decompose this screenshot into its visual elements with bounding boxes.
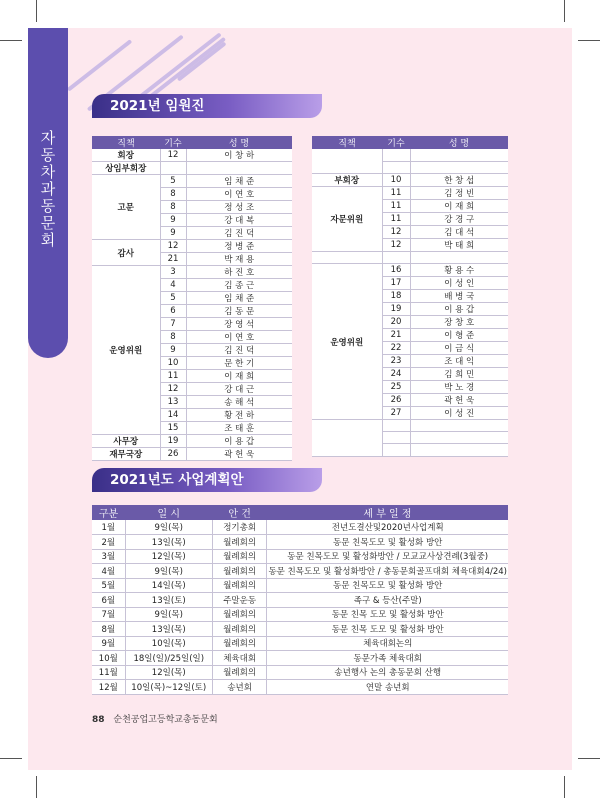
role-cell: 고문 <box>92 175 160 240</box>
term-cell: 12 <box>382 238 410 251</box>
plan-row <box>92 593 508 608</box>
officer-row <box>92 162 292 175</box>
date-cell: 10일(목)~12일(토) <box>125 680 212 695</box>
name-cell: 곽 헌 욱 <box>186 448 292 461</box>
role-cell: 감사 <box>92 240 160 266</box>
role-cell: 부회장 <box>312 173 382 186</box>
month-cell: 1월 <box>92 520 125 535</box>
name-cell: 황 전 하 <box>186 409 292 422</box>
name-cell: 강 대 복 <box>186 214 292 227</box>
date-cell: 12일(목) <box>125 549 212 564</box>
name-cell: 김 정 빈 <box>410 186 508 199</box>
month-cell: 4월 <box>92 564 125 579</box>
plan-row <box>92 622 508 637</box>
header-item: 안 건 <box>212 505 267 520</box>
term-cell <box>382 432 410 444</box>
officer-row <box>312 251 508 263</box>
term-cell: 21 <box>382 329 410 342</box>
name-cell <box>410 161 508 173</box>
plan-row <box>92 535 508 550</box>
name-cell: 이 성 인 <box>410 277 508 290</box>
name-cell: 박 노 경 <box>410 381 508 394</box>
term-cell: 9 <box>160 214 186 227</box>
detail-cell: 연말 송년회 <box>267 680 508 695</box>
name-cell: 곽 헌 욱 <box>410 394 508 407</box>
name-cell: 송 해 석 <box>186 396 292 409</box>
header-role: 직책 <box>92 136 160 149</box>
month-cell: 5월 <box>92 578 125 593</box>
name-cell: 장 창 호 <box>410 316 508 329</box>
date-cell: 9일(목) <box>125 564 212 579</box>
term-cell: 14 <box>160 409 186 422</box>
item-cell: 월례회의 <box>212 665 267 680</box>
date-cell: 9일(목) <box>125 520 212 535</box>
name-cell <box>410 251 508 263</box>
name-cell: 이 용 갑 <box>186 435 292 448</box>
term-cell: 11 <box>160 370 186 383</box>
month-cell: 7월 <box>92 607 125 622</box>
role-cell <box>312 251 382 263</box>
plan-row <box>92 607 508 622</box>
header-name: 성 명 <box>186 136 292 149</box>
month-cell: 11월 <box>92 665 125 680</box>
term-cell: 22 <box>382 342 410 355</box>
plan-title: 2021년도 사업계획안 <box>92 468 322 492</box>
name-cell: 박 재 용 <box>186 253 292 266</box>
name-cell: 임 채 준 <box>186 292 292 305</box>
officer-row <box>312 264 508 277</box>
item-cell: 월례회의 <box>212 607 267 622</box>
name-cell <box>410 420 508 432</box>
date-cell: 10일(목) <box>125 636 212 651</box>
officer-row <box>92 448 292 461</box>
detail-cell: 체육대회논의 <box>267 636 508 651</box>
name-cell <box>410 149 508 161</box>
crop-mark <box>564 0 565 22</box>
page-footer <box>92 712 218 725</box>
term-cell: 11 <box>382 186 410 199</box>
name-cell: 조 대 익 <box>410 355 508 368</box>
term-cell: 10 <box>382 173 410 186</box>
term-cell: 8 <box>160 201 186 214</box>
crop-mark <box>564 776 565 798</box>
officer-row <box>92 266 292 279</box>
name-cell <box>410 444 508 456</box>
detail-cell: 동문 친목도모 및 활성화방안 / 총동문회골프대회 체육대회4/24) <box>267 564 508 579</box>
term-cell: 13 <box>160 396 186 409</box>
name-cell: 김 진 덕 <box>186 227 292 240</box>
name-cell: 한 창 섭 <box>410 173 508 186</box>
term-cell: 5 <box>160 175 186 188</box>
header-name: 성 명 <box>410 136 508 149</box>
plan-row <box>92 636 508 651</box>
role-cell: 운영위원 <box>92 266 160 435</box>
plan-row <box>92 651 508 666</box>
term-cell: 6 <box>160 305 186 318</box>
term-cell: 9 <box>160 227 186 240</box>
item-cell: 월례회의 <box>212 636 267 651</box>
crop-mark <box>36 0 37 22</box>
detail-cell: 동문 친목도모 및 활성화 방안 <box>267 535 508 550</box>
officer-row <box>312 149 508 161</box>
term-cell: 26 <box>160 448 186 461</box>
name-cell: 이 창 하 <box>186 149 292 162</box>
term-cell <box>382 420 410 432</box>
item-cell: 체육대회 <box>212 651 267 666</box>
role-cell <box>312 149 382 173</box>
page-number: 88 <box>92 715 105 725</box>
month-cell: 9월 <box>92 636 125 651</box>
header-date: 일 시 <box>125 505 212 520</box>
plan-row <box>92 665 508 680</box>
term-cell: 21 <box>160 253 186 266</box>
crop-mark <box>36 776 37 798</box>
term-cell <box>382 161 410 173</box>
item-cell: 월례회의 <box>212 535 267 550</box>
plan-row <box>92 549 508 564</box>
term-cell: 9 <box>160 344 186 357</box>
officer-row <box>312 186 508 199</box>
role-cell: 자문위원 <box>312 186 382 251</box>
detail-cell: 동문 친목 도모 및 활성화 방안 <box>267 607 508 622</box>
crop-mark <box>578 758 600 759</box>
date-cell: 13일(토) <box>125 593 212 608</box>
name-cell <box>410 432 508 444</box>
side-title: 자동차과동문회 <box>40 129 56 249</box>
month-cell: 3월 <box>92 549 125 564</box>
term-cell: 3 <box>160 266 186 279</box>
name-cell: 배 병 국 <box>410 290 508 303</box>
name-cell: 황 용 수 <box>410 264 508 277</box>
term-cell: 20 <box>382 316 410 329</box>
term-cell: 12 <box>160 149 186 162</box>
term-cell: 19 <box>382 303 410 316</box>
date-cell: 14일(목) <box>125 578 212 593</box>
header-term: 기수 <box>382 136 410 149</box>
officer-row <box>312 173 508 186</box>
detail-cell: 동문 친목 도모 및 활성화 방안 <box>267 622 508 637</box>
name-cell: 문 한 기 <box>186 357 292 370</box>
date-cell: 12일(목) <box>125 665 212 680</box>
header-month: 구분 <box>92 505 125 520</box>
role-cell: 운영위원 <box>312 264 382 420</box>
name-cell: 강 경 구 <box>410 212 508 225</box>
name-cell: 정 병 준 <box>186 240 292 253</box>
officers-table-right <box>312 136 508 457</box>
name-cell: 이 재 희 <box>410 199 508 212</box>
term-cell: 25 <box>382 381 410 394</box>
officer-row <box>92 240 292 253</box>
officer-row <box>92 435 292 448</box>
month-cell: 2월 <box>92 535 125 550</box>
name-cell <box>186 162 292 175</box>
name-cell: 장 영 석 <box>186 318 292 331</box>
term-cell: 5 <box>160 292 186 305</box>
name-cell: 김 동 문 <box>186 305 292 318</box>
term-cell: 11 <box>382 212 410 225</box>
detail-cell: 동문가족 체육대회 <box>267 651 508 666</box>
date-cell: 9일(목) <box>125 607 212 622</box>
term-cell: 24 <box>382 368 410 381</box>
term-cell: 15 <box>160 422 186 435</box>
publication-name: 순천공업고등학교총동문회 <box>113 715 218 725</box>
officers-title: 2021년 임원진 <box>92 94 322 118</box>
officer-row <box>92 149 292 162</box>
month-cell: 12월 <box>92 680 125 695</box>
term-cell: 7 <box>160 318 186 331</box>
term-cell: 27 <box>382 407 410 420</box>
plan-row <box>92 520 508 535</box>
name-cell: 임 채 준 <box>186 175 292 188</box>
role-cell: 상임부회장 <box>92 162 160 175</box>
item-cell: 월례회의 <box>212 549 267 564</box>
name-cell: 김 진 덕 <box>186 344 292 357</box>
name-cell: 김 대 석 <box>410 225 508 238</box>
item-cell: 월례회의 <box>212 564 267 579</box>
item-cell: 월례회의 <box>212 622 267 637</box>
detail-cell: 송년행사 논의 총동문회 산행 <box>267 665 508 680</box>
detail-cell: 전년도결산및2020년사업계획 <box>267 520 508 535</box>
plan-row <box>92 564 508 579</box>
month-cell: 6월 <box>92 593 125 608</box>
name-cell: 정 성 조 <box>186 201 292 214</box>
role-cell <box>312 420 382 457</box>
name-cell: 이 성 진 <box>410 407 508 420</box>
role-cell: 재무국장 <box>92 448 160 461</box>
term-cell: 10 <box>160 357 186 370</box>
item-cell: 주말운동 <box>212 593 267 608</box>
term-cell: 16 <box>382 264 410 277</box>
role-cell: 회장 <box>92 149 160 162</box>
term-cell: 12 <box>160 240 186 253</box>
header-detail: 세 부 일 정 <box>267 505 508 520</box>
officers-table-left <box>92 136 292 461</box>
role-cell: 사무장 <box>92 435 160 448</box>
term-cell: 4 <box>160 279 186 292</box>
name-cell: 조 태 훈 <box>186 422 292 435</box>
term-cell: 26 <box>382 394 410 407</box>
term-cell <box>160 162 186 175</box>
term-cell: 8 <box>160 331 186 344</box>
name-cell: 이 연 호 <box>186 331 292 344</box>
item-cell: 정기총회 <box>212 520 267 535</box>
name-cell: 이 연 호 <box>186 188 292 201</box>
term-cell: 12 <box>160 383 186 396</box>
term-cell: 12 <box>382 225 410 238</box>
detail-cell: 동문 친목도모 및 활성화 방안 <box>267 578 508 593</box>
detail-cell: 동문 친목도모 및 활성화방안 / 모교교사상견례(3월중) <box>267 549 508 564</box>
month-cell: 10월 <box>92 651 125 666</box>
header-term: 기수 <box>160 136 186 149</box>
officer-row <box>312 420 508 432</box>
decor-stripe <box>145 37 226 102</box>
date-cell: 13일(목) <box>125 535 212 550</box>
date-cell: 13일(목) <box>125 622 212 637</box>
crop-mark <box>0 758 22 759</box>
item-cell: 송년회 <box>212 680 267 695</box>
header-role: 직책 <box>312 136 382 149</box>
term-cell: 11 <box>382 199 410 212</box>
detail-cell: 족구 & 등산(주말) <box>267 593 508 608</box>
plan-row <box>92 578 508 593</box>
term-cell <box>382 444 410 456</box>
plan-table <box>92 505 508 695</box>
crop-mark <box>578 40 600 41</box>
term-cell <box>382 149 410 161</box>
name-cell: 이 금 식 <box>410 342 508 355</box>
name-cell: 김 희 민 <box>410 368 508 381</box>
officer-row <box>92 175 292 188</box>
name-cell: 이 재 희 <box>186 370 292 383</box>
item-cell: 월례회의 <box>212 578 267 593</box>
date-cell: 18일(일)/25일(일) <box>125 651 212 666</box>
crop-mark <box>0 40 22 41</box>
name-cell: 이 형 준 <box>410 329 508 342</box>
name-cell: 박 태 희 <box>410 238 508 251</box>
term-cell: 17 <box>382 277 410 290</box>
term-cell: 18 <box>382 290 410 303</box>
term-cell: 8 <box>160 188 186 201</box>
month-cell: 8월 <box>92 622 125 637</box>
name-cell: 강 대 근 <box>186 383 292 396</box>
term-cell: 19 <box>160 435 186 448</box>
term-cell <box>382 251 410 263</box>
plan-row <box>92 680 508 695</box>
name-cell: 이 용 갑 <box>410 303 508 316</box>
name-cell: 김 종 근 <box>186 279 292 292</box>
name-cell: 하 진 호 <box>186 266 292 279</box>
term-cell: 23 <box>382 355 410 368</box>
